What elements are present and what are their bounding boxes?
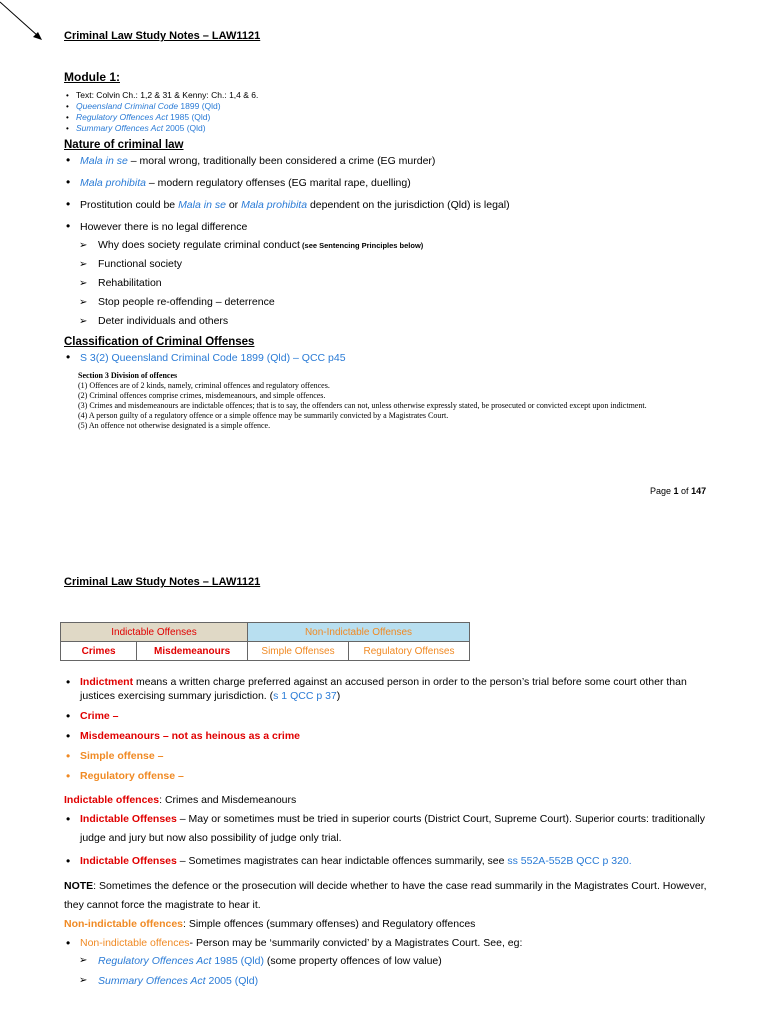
list-item: • Queensland Criminal Code 1899 (Qld)	[76, 101, 724, 112]
list-item: • Misdemeanours – not as heinous as a crime	[80, 729, 724, 743]
act-link[interactable]: Regulatory Offences Act	[76, 112, 168, 122]
list-item: ➢ Stop people re-offending – deterrence	[98, 296, 724, 309]
list-item: • Mala in se – moral wrong, traditionally been considered a crime (EG murder)	[80, 155, 724, 168]
list-item: ➢ Why does society regulate criminal conduct (see Sentencing Principles below)	[98, 239, 724, 252]
page-title: Criminal Law Study Notes – LAW1121	[64, 576, 261, 588]
module-heading: Module 1:	[64, 70, 120, 84]
list-item: • Indictable Offenses – Sometimes magistrates can hear indictable offences summarily, see ss 552A-552B QCC p 320.	[80, 852, 724, 871]
texts-list	[64, 90, 724, 134]
page-title: Criminal Law Study Notes – LAW1121	[64, 30, 261, 42]
act-link[interactable]: Summary Offences Act	[76, 123, 164, 133]
corner-arrow-icon	[0, 0, 60, 50]
list-item: • However there is no legal difference	[80, 221, 724, 234]
table-header: Non-Indictable Offenses	[248, 623, 470, 642]
list-item: • Mala prohibita – modern regulatory offenses (EG marital rape, duelling)	[80, 177, 724, 190]
list-item: • Indictment means a written charge preferred against an accused person in order to the person’s trial before some court other than justices exercising summary jurisdiction. (s 1 QCC p 37)	[80, 675, 724, 703]
statute-extract: Section 3 Division of offences (1) Offences are of 2 kinds, namely, criminal offences and regulatory offences. (2) Criminal offences comprise crimes, misdemeanours, and simple offences. (3) Crimes and misdemeanours are indictable offences; that is to say, the offenders can not, unless otherwise expressly stated, be prosecuted or convicted except upon indictment. (4) A person guilty of a regulatory offence or a simple offence may be summarily convicted by a Magistrates Court. (5) An offence not otherwise designated is a simple offence.	[78, 371, 647, 430]
act-link[interactable]: Queensland Criminal Code	[76, 101, 179, 111]
page-2	[64, 576, 724, 993]
list-item: • Crime –	[80, 709, 724, 723]
nature-list	[64, 155, 724, 234]
list-item: • Prostitution could be Mala in se or Mala prohibita dependent on the jurisdiction (Qld) is legal)	[80, 199, 724, 212]
acts-list	[64, 953, 724, 989]
list-item: ➢ Summary Offences Act 2005 (Qld)	[98, 973, 724, 989]
note-paragraph: NOTE: Sometimes the defence or the prosecution will decide whether to have the case read summarily in the Magistrates Court. However, they cannot force the magistrate to hear it.	[64, 880, 707, 911]
list-item: • Regulatory Offences Act 1985 (Qld)	[76, 112, 724, 123]
classification-list	[64, 352, 724, 365]
definitions-list	[64, 675, 724, 783]
table-cell: Misdemeanours	[137, 642, 248, 661]
page-1	[64, 30, 724, 431]
table-header: Indictable Offenses	[61, 623, 248, 642]
table-cell: Simple Offenses	[248, 642, 349, 661]
list-item: • Regulatory offense –	[80, 769, 724, 783]
table-cell: Crimes	[61, 642, 137, 661]
list-item: • Non-indictable offences- Person may be ‘summarily convicted’ by a Magistrates Court. See, eg:	[80, 934, 724, 953]
list-item: ➢ Functional society	[98, 258, 724, 271]
section-heading: Nature of criminal law	[64, 139, 184, 151]
list-item: ➢ Rehabilitation	[98, 277, 724, 290]
reasons-list	[64, 239, 724, 328]
list-item: ➢ Regulatory Offences Act 1985 (Qld) (some property offences of low value)	[98, 953, 724, 969]
list-item: • Simple offense –	[80, 749, 724, 763]
section-heading: Classification of Criminal Offenses	[64, 336, 255, 348]
list-item: ➢ Deter individuals and others	[98, 315, 724, 328]
act-link[interactable]: Regulatory Offences Act	[98, 955, 212, 967]
paragraph: Non-indictable offences: Simple offences (summary offenses) and Regulatory offences	[64, 918, 476, 930]
qcc-link[interactable]: S 3(2) Queensland Criminal Code 1899 (Qld) – QCC p45	[80, 352, 346, 364]
page-number: Page 1 of 147	[650, 486, 707, 496]
act-link[interactable]: Summary Offences Act	[98, 975, 206, 987]
non-indictable-list	[64, 934, 724, 953]
list-item: • Summary Offences Act 2005 (Qld)	[76, 123, 724, 134]
list-item: • Text: Colvin Ch.: 1,2 & 31 & Kenny: Ch.: 1,4 & 6.	[76, 90, 724, 101]
indictable-list	[64, 810, 724, 871]
list-item	[80, 352, 724, 365]
list-item: • Indictable Offenses – May or sometimes must be tried in superior courts (District Court, Supreme Court). Superior courts: traditionally judge and jury but now also possibility of judge only trial.	[80, 810, 724, 848]
table-cell: Regulatory Offenses	[349, 642, 470, 661]
qcc-link[interactable]: ss 552A-552B QCC p 320.	[507, 855, 632, 867]
paragraph: Indictable offences: Crimes and Misdemeanours	[64, 794, 297, 806]
qcc-link[interactable]: s 1 QCC p 37	[273, 690, 337, 702]
offence-table	[60, 622, 470, 661]
